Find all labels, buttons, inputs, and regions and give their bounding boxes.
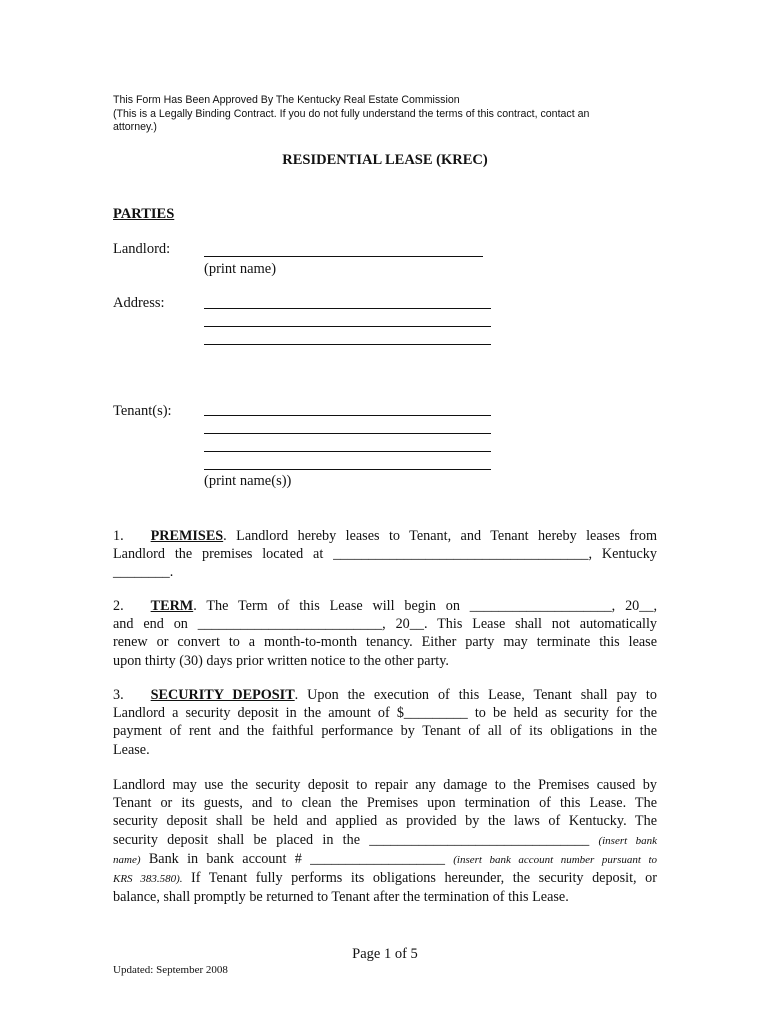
deposit-line-2: Landlord a security deposit in the amount of $_________ to be held as security for the bbox=[113, 705, 657, 722]
tenant-line-2[interactable] bbox=[204, 433, 491, 434]
tenant-line-1[interactable] bbox=[204, 415, 491, 416]
krs-reference: KRS 383.580). bbox=[113, 873, 183, 886]
premises-heading: PREMISES bbox=[150, 528, 224, 544]
approval-note bbox=[113, 94, 589, 135]
bank-name-note: name) bbox=[113, 853, 141, 866]
bank-account-text: Bank in bank account # ___________________ bbox=[148, 850, 445, 867]
deposit-return-text: If Tenant fully performs its obligations hereunder, the security deposit, or bbox=[191, 870, 657, 887]
premises-text-a: . Landlord hereby leases to Tenant, and Tenant hereby leases from bbox=[223, 528, 657, 544]
address-line-3[interactable] bbox=[204, 344, 491, 345]
deposit-number: 3. bbox=[113, 687, 124, 703]
address-line-1[interactable] bbox=[204, 308, 491, 309]
account-number-note: (insert bank account number pursuant to bbox=[453, 853, 658, 866]
deposit-use-line-7: balance, shall promptly be returned to Tenant after the termination of this Lease. bbox=[113, 889, 569, 906]
deposit-line-1 bbox=[113, 686, 657, 704]
approval-line-1: This Form Has Been Approved By The Kentucky Real Estate Commission bbox=[113, 94, 460, 106]
parties-heading: PARTIES bbox=[113, 206, 175, 222]
term-line-1 bbox=[113, 597, 657, 615]
deposit-use-line-6 bbox=[113, 869, 657, 888]
tenant-line-3[interactable] bbox=[204, 451, 491, 452]
address-line-2[interactable] bbox=[204, 326, 491, 327]
deposit-bank-text: security deposit shall be placed in the _______________________________ bbox=[113, 831, 590, 848]
landlord-print-hint: (print name) bbox=[204, 261, 277, 277]
term-line-3: renew or convert to a month-to-month tenancy. Either party may terminate this lease bbox=[113, 634, 657, 651]
deposit-use-line-5 bbox=[113, 850, 657, 869]
premises-line-2: Landlord the premises located at ____________________________________, Kentucky bbox=[113, 546, 657, 563]
deposit-use-line-2: Tenant or its guests, and to clean the Premises upon termination of this Lease. The bbox=[113, 795, 657, 812]
landlord-name-line[interactable] bbox=[204, 256, 483, 257]
section-premises bbox=[113, 527, 657, 582]
insert-bank-note: (insert bank bbox=[598, 834, 657, 847]
deposit-use-line-4 bbox=[113, 831, 657, 850]
deposit-line-3: payment of rent and the faithful performance by Tenant of all of its obligations in the bbox=[113, 723, 657, 740]
term-heading: TERM bbox=[150, 598, 194, 614]
term-number: 2. bbox=[113, 598, 124, 614]
premises-number: 1. bbox=[113, 528, 124, 544]
address-label: Address: bbox=[113, 295, 165, 311]
term-line-4: upon thirty (30) days prior written notice to the other party. bbox=[113, 652, 449, 669]
tenant-line-4[interactable] bbox=[204, 469, 491, 470]
landlord-label: Landlord: bbox=[113, 241, 171, 257]
premises-line-3: ________. bbox=[113, 564, 174, 581]
term-text-a: . The Term of this Lease will begin on ____________________, 20__, bbox=[193, 598, 657, 614]
deposit-heading: SECURITY DEPOSIT bbox=[150, 687, 295, 703]
document-title: RESIDENTIAL LEASE (KREC) bbox=[282, 152, 488, 168]
deposit-use-paragraph bbox=[113, 776, 657, 906]
tenants-print-hint: (print name(s)) bbox=[204, 473, 292, 489]
approval-line-2: (This is a Legally Binding Contract. If you do not fully understand the terms of this contract, contact an bbox=[113, 107, 590, 120]
term-line-2: and end on __________________________, 20__. This Lease shall not automatically bbox=[113, 616, 657, 633]
deposit-use-line-1: Landlord may use the security deposit to repair any damage to the Premises caused by bbox=[113, 777, 657, 793]
section-security-deposit bbox=[113, 686, 657, 759]
section-term bbox=[113, 597, 657, 670]
tenants-label: Tenant(s): bbox=[113, 403, 172, 419]
deposit-text-a: . Upon the execution of this Lease, Tenant shall pay to bbox=[294, 687, 657, 703]
deposit-line-4: Lease. bbox=[113, 741, 150, 758]
page-number: Page 1 of 5 bbox=[352, 946, 418, 962]
approval-line-3: attorney.) bbox=[113, 121, 157, 133]
premises-line-1 bbox=[113, 527, 657, 545]
deposit-use-line-3: security deposit shall be held and applied as provided by the laws of Kentucky. The bbox=[113, 813, 657, 830]
updated-date: Updated: September 2008 bbox=[113, 964, 228, 976]
